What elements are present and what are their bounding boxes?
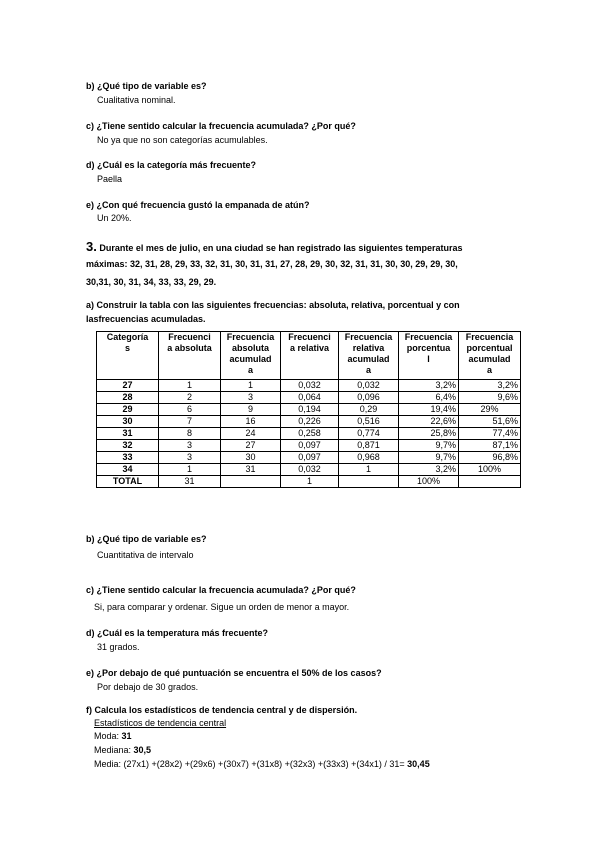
moda-line (94, 730, 132, 742)
problem-line-3: 30,31, 30, 31, 34, 33, 33, 29, 29. (86, 277, 217, 287)
cell-fp: 9,7% (399, 440, 459, 452)
cell-fa: 6 (159, 404, 221, 416)
cell-categoria: 31 (97, 428, 159, 440)
cell-fr: 0,258 (281, 428, 339, 440)
cell-fra: 0,871 (339, 440, 399, 452)
answer-3b: Cuantitativa de intervalo (97, 550, 194, 560)
cell-categoria: 34 (97, 464, 159, 476)
cell-fa: 7 (159, 416, 221, 428)
cell-fa: 8 (159, 428, 221, 440)
table-row (97, 416, 521, 428)
header-frecuencia-relativa: Frecuenci a relativa (281, 332, 339, 380)
cell-fpa: 100% (459, 464, 521, 476)
cell-categoria: 27 (97, 380, 159, 392)
cell-fa: 1 (159, 464, 221, 476)
cell-categoria: 29 (97, 404, 159, 416)
problem-3-statement (86, 239, 462, 256)
cell-faa: 16 (221, 416, 281, 428)
cell-categoria: 33 (97, 452, 159, 464)
media-value: 30,45 (407, 759, 430, 769)
cell-fpa: 77,4% (459, 428, 521, 440)
answer-e: Un 20%. (97, 213, 132, 223)
moda-label: Moda: (94, 731, 122, 741)
cell-fra: 1 (339, 464, 399, 476)
cell-fpa: 51,6% (459, 416, 521, 428)
question-3b: b) ¿Qué tipo de variable es? (86, 534, 207, 544)
subtitle-tendencia-central: Estadísticos de tendencia central (94, 718, 227, 728)
problem-line-1: Durante el mes de julio, en una ciudad se han registrado las siguientes temperaturas (99, 243, 463, 253)
cell-total-fr: 1 (281, 476, 339, 488)
table-row (97, 380, 521, 392)
question-b: b) ¿Qué tipo de variable es? (86, 81, 207, 91)
header-frecuencia-porcentual: Frecuencia porcentua l (399, 332, 459, 380)
cell-fp: 6,4% (399, 392, 459, 404)
question-3e: e) ¿Por debajo de qué puntuación se encuentra el 50% de los casos? (86, 668, 382, 678)
cell-faa: 27 (221, 440, 281, 452)
cell-fr: 0,032 (281, 464, 339, 476)
cell-faa: 3 (221, 392, 281, 404)
question-3a-line-1: a) Construir la tabla con las siguientes frecuencias: absoluta, relativa, porcentual y con (86, 300, 460, 310)
cell-total-fra (339, 476, 399, 488)
question-3a-line-2: lasfrecuencias acumuladas. (86, 314, 206, 324)
cell-fp: 3,2% (399, 380, 459, 392)
cell-total-fp: 100% (399, 476, 459, 488)
cell-fr: 0,226 (281, 416, 339, 428)
cell-fpa: 96,8% (459, 452, 521, 464)
table-row (97, 440, 521, 452)
table-header-row (97, 332, 521, 380)
media-label: Media: (27x1) +(28x2) +(29x6) +(30x7) +(31x8) +(32x3) +(33x3) +(34x1) / 31= (94, 759, 408, 769)
question-3f: f) Calcula los estadísticos de tendencia central y de dispersión. (86, 705, 358, 715)
cell-fa: 3 (159, 452, 221, 464)
problem-number: 3. (86, 239, 97, 254)
cell-total-faa (221, 476, 281, 488)
question-3d: d) ¿Cuál es la temperatura más frecuente? (86, 628, 269, 638)
cell-fr: 0,064 (281, 392, 339, 404)
media-line (94, 758, 430, 770)
table-total-row (97, 476, 521, 488)
question-3c: c) ¿Tiene sentido calcular la frecuencia acumulada? ¿Por qué? (86, 585, 356, 595)
cell-total-fa: 31 (159, 476, 221, 488)
table-row (97, 452, 521, 464)
cell-fpa: 9,6% (459, 392, 521, 404)
cell-fp: 9,7% (399, 452, 459, 464)
frequency-table (96, 331, 521, 488)
cell-fra: 0,096 (339, 392, 399, 404)
cell-faa: 30 (221, 452, 281, 464)
cell-categoria: 28 (97, 392, 159, 404)
answer-d: Paella (97, 174, 123, 184)
cell-fra: 0,968 (339, 452, 399, 464)
cell-total-label: TOTAL (97, 476, 159, 488)
table-row (97, 428, 521, 440)
mediana-label: Mediana: (94, 745, 134, 755)
cell-fpa: 3,2% (459, 380, 521, 392)
header-frecuencia-relativa-acumulada: Frecuencia relativa acumulad a (339, 332, 399, 380)
cell-fa: 3 (159, 440, 221, 452)
cell-fa: 2 (159, 392, 221, 404)
answer-c: No ya que no son categorías acumulables. (97, 135, 268, 145)
cell-fr: 0,194 (281, 404, 339, 416)
cell-categoria: 32 (97, 440, 159, 452)
header-frecuencia-porcentual-acumulada: Frecuencia porcentual acumulad a (459, 332, 521, 380)
table-row (97, 404, 521, 416)
answer-3d: 31 grados. (97, 642, 140, 652)
header-frecuencia-absoluta-acumulada: Frecuencia absoluta acumulad a (221, 332, 281, 380)
question-e: e) ¿Con qué frecuencia gustó la empanada de atún? (86, 200, 310, 210)
problem-line-2: máximas: 32, 31, 28, 29, 33, 32, 31, 30, 31, 31, 27, 28, 29, 30, 32, 31, 31, 30, 30, 29, 29, 30, (86, 259, 458, 269)
cell-total-fpa (459, 476, 521, 488)
cell-fra: 0,29 (339, 404, 399, 416)
cell-fp: 22,6% (399, 416, 459, 428)
cell-faa: 31 (221, 464, 281, 476)
answer-3c: Si, para comparar y ordenar. Sigue un orden de menor a mayor. (94, 602, 350, 612)
mediana-line (94, 744, 151, 756)
table-row (97, 464, 521, 476)
cell-faa: 24 (221, 428, 281, 440)
mediana-value: 30,5 (133, 745, 152, 755)
cell-fra: 0,774 (339, 428, 399, 440)
cell-fra: 0,032 (339, 380, 399, 392)
cell-fp: 19,4% (399, 404, 459, 416)
moda-value: 31 (121, 731, 132, 741)
cell-fpa: 87,1% (459, 440, 521, 452)
cell-fp: 25,8% (399, 428, 459, 440)
cell-fr: 0,097 (281, 440, 339, 452)
cell-fr: 0,032 (281, 380, 339, 392)
cell-categoria: 30 (97, 416, 159, 428)
header-frecuencia-absoluta: Frecuenci a absoluta (159, 332, 221, 380)
question-d: d) ¿Cuál es la categoría más frecuente? (86, 160, 257, 170)
cell-fpa: 29% (459, 404, 521, 416)
table-row (97, 392, 521, 404)
cell-fp: 3,2% (399, 464, 459, 476)
header-categorias: Categoría s (97, 332, 159, 380)
cell-fra: 0,516 (339, 416, 399, 428)
cell-fr: 0,097 (281, 452, 339, 464)
answer-3e: Por debajo de 30 grados. (97, 682, 199, 692)
cell-fa: 1 (159, 380, 221, 392)
cell-faa: 9 (221, 404, 281, 416)
cell-faa: 1 (221, 380, 281, 392)
question-c: c) ¿Tiene sentido calcular la frecuencia acumulada? ¿Por qué? (86, 121, 356, 131)
answer-b: Cualitativa nominal. (97, 95, 176, 105)
